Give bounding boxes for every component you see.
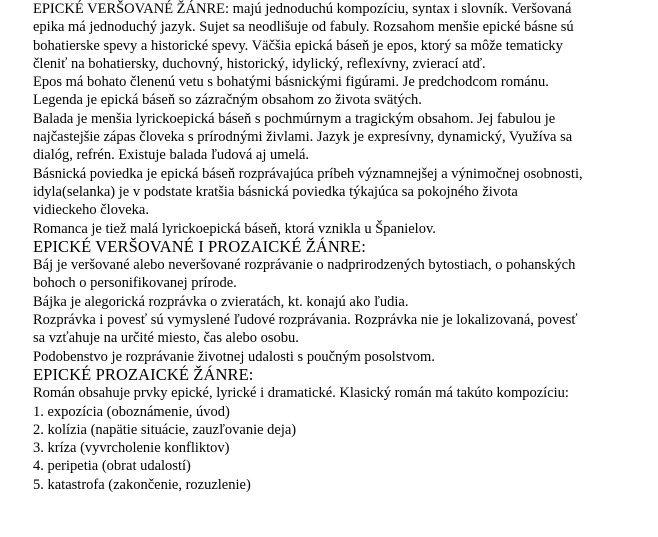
text-line: Báj je veršované alebo neveršované rozprávanie o nadprirodzených bytostiach, o pohanských (33, 257, 576, 274)
text-line: dialóg, refrén. Existuje balada ľudová aj umelá. (33, 147, 310, 164)
section-heading-verse-prose: EPICKÉ VERŠOVANÉ I PROZAICKÉ ŽÁNRE: (33, 236, 366, 256)
paragraph-epos (33, 73, 638, 91)
text-line: Rozprávka i povesť sú vymyslené ľudové rozprávania. Rozprávka nie je lokalizovaná, povesť (33, 312, 578, 329)
paragraph-legenda (33, 91, 638, 109)
list-item: 3. kríza (vyvrcholenie konfliktov) (33, 440, 230, 457)
list-item: 1. expozícia (oboznámenie, úvod) (33, 403, 230, 420)
paragraph-podobenstvo (33, 348, 638, 366)
text-line: Román obsahuje prvky epické, lyrické i dramatické. Klasický román má takúto kompozíciu: (33, 385, 569, 402)
paragraph-roman (33, 384, 638, 402)
paragraph-romanca (33, 220, 638, 238)
text-line: vidieckeho človeka. (33, 202, 149, 219)
document-body (33, 0, 638, 494)
paragraph-basnicka-poviedka (33, 165, 638, 220)
text-line: Romanca je tiež malá lyrickoepická báseň, ktorá vznikla u Španielov. (33, 220, 436, 237)
paragraph-verse-genres-intro (33, 0, 638, 18)
list-item: 4. peripetia (obrat udalostí) (33, 458, 191, 475)
text-line: bohoch o personifikovanej prírode. (33, 275, 237, 292)
paragraph-balada (33, 110, 638, 165)
text-line: bohatierske spevy a historické spevy. Väčšia epická báseň je epos, ktorý sa môže tematicky (33, 37, 563, 54)
paragraph-verse-epic (33, 18, 638, 73)
text-line: Balada je menšia lyrickoepická báseň s pochmúrnym a tragickým obsahom. Jej fabulou je (33, 110, 556, 127)
text-line: najčastejšie zápas človeka s prírodnými živlami. Jazyk je expresívny, dynamický, Využíva sa (33, 129, 573, 146)
paragraph-baj (33, 256, 638, 293)
section-heading-prose: EPICKÉ PROZAICKÉ ŽÁNRE: (33, 364, 254, 384)
paragraph-rozpravka (33, 311, 638, 348)
text-line: idyla(selanka) je v podstate kratšia básnická poviedka týkajúca sa pokojného života (33, 183, 518, 200)
section-heading-verse: EPICKÉ VERŠOVANÉ ŽÁNRE: (33, 1, 230, 17)
text-line: členiť na bohatiersky, duchovný, historický, idylický, reflexívny, zvierací atď. (33, 55, 486, 72)
list-item: 5. katastrofa (zakončenie, rozuzlenie) (33, 476, 251, 493)
text-line: sa vzťahuje na určité miesto, čas alebo osobu. (33, 330, 299, 347)
text-line: Podobenstvo je rozprávanie životnej udalosti s poučným posolstvom. (33, 348, 435, 365)
text-line: epika má jednoduchý jazyk. Sujet sa neodlišuje od fabuly. Rozsahom menšie epické básne sú (33, 19, 574, 36)
text-line: majú jednoduchú kompozíciu, syntax i slovník. Veršovaná (232, 1, 572, 17)
paragraph-bajka (33, 293, 638, 311)
text-line: Básnická poviedka je epická báseň rozprávajúca príbeh významnejšej a výnimočnej osobnosti, (33, 165, 583, 182)
text-line: Legenda je epická báseň so zázračným obsahom zo života svätých. (33, 92, 422, 109)
list-item: 2. kolízia (napätie situácie, zauzľovanie deja) (33, 421, 297, 438)
text-line: Bájka je alegorická rozprávka o zvieratách, kt. konajú ako ľudia. (33, 293, 409, 310)
text-line: Epos má bohato členenú vetu s bohatými básnickými figúrami. Je predchodcom románu. (33, 74, 549, 91)
